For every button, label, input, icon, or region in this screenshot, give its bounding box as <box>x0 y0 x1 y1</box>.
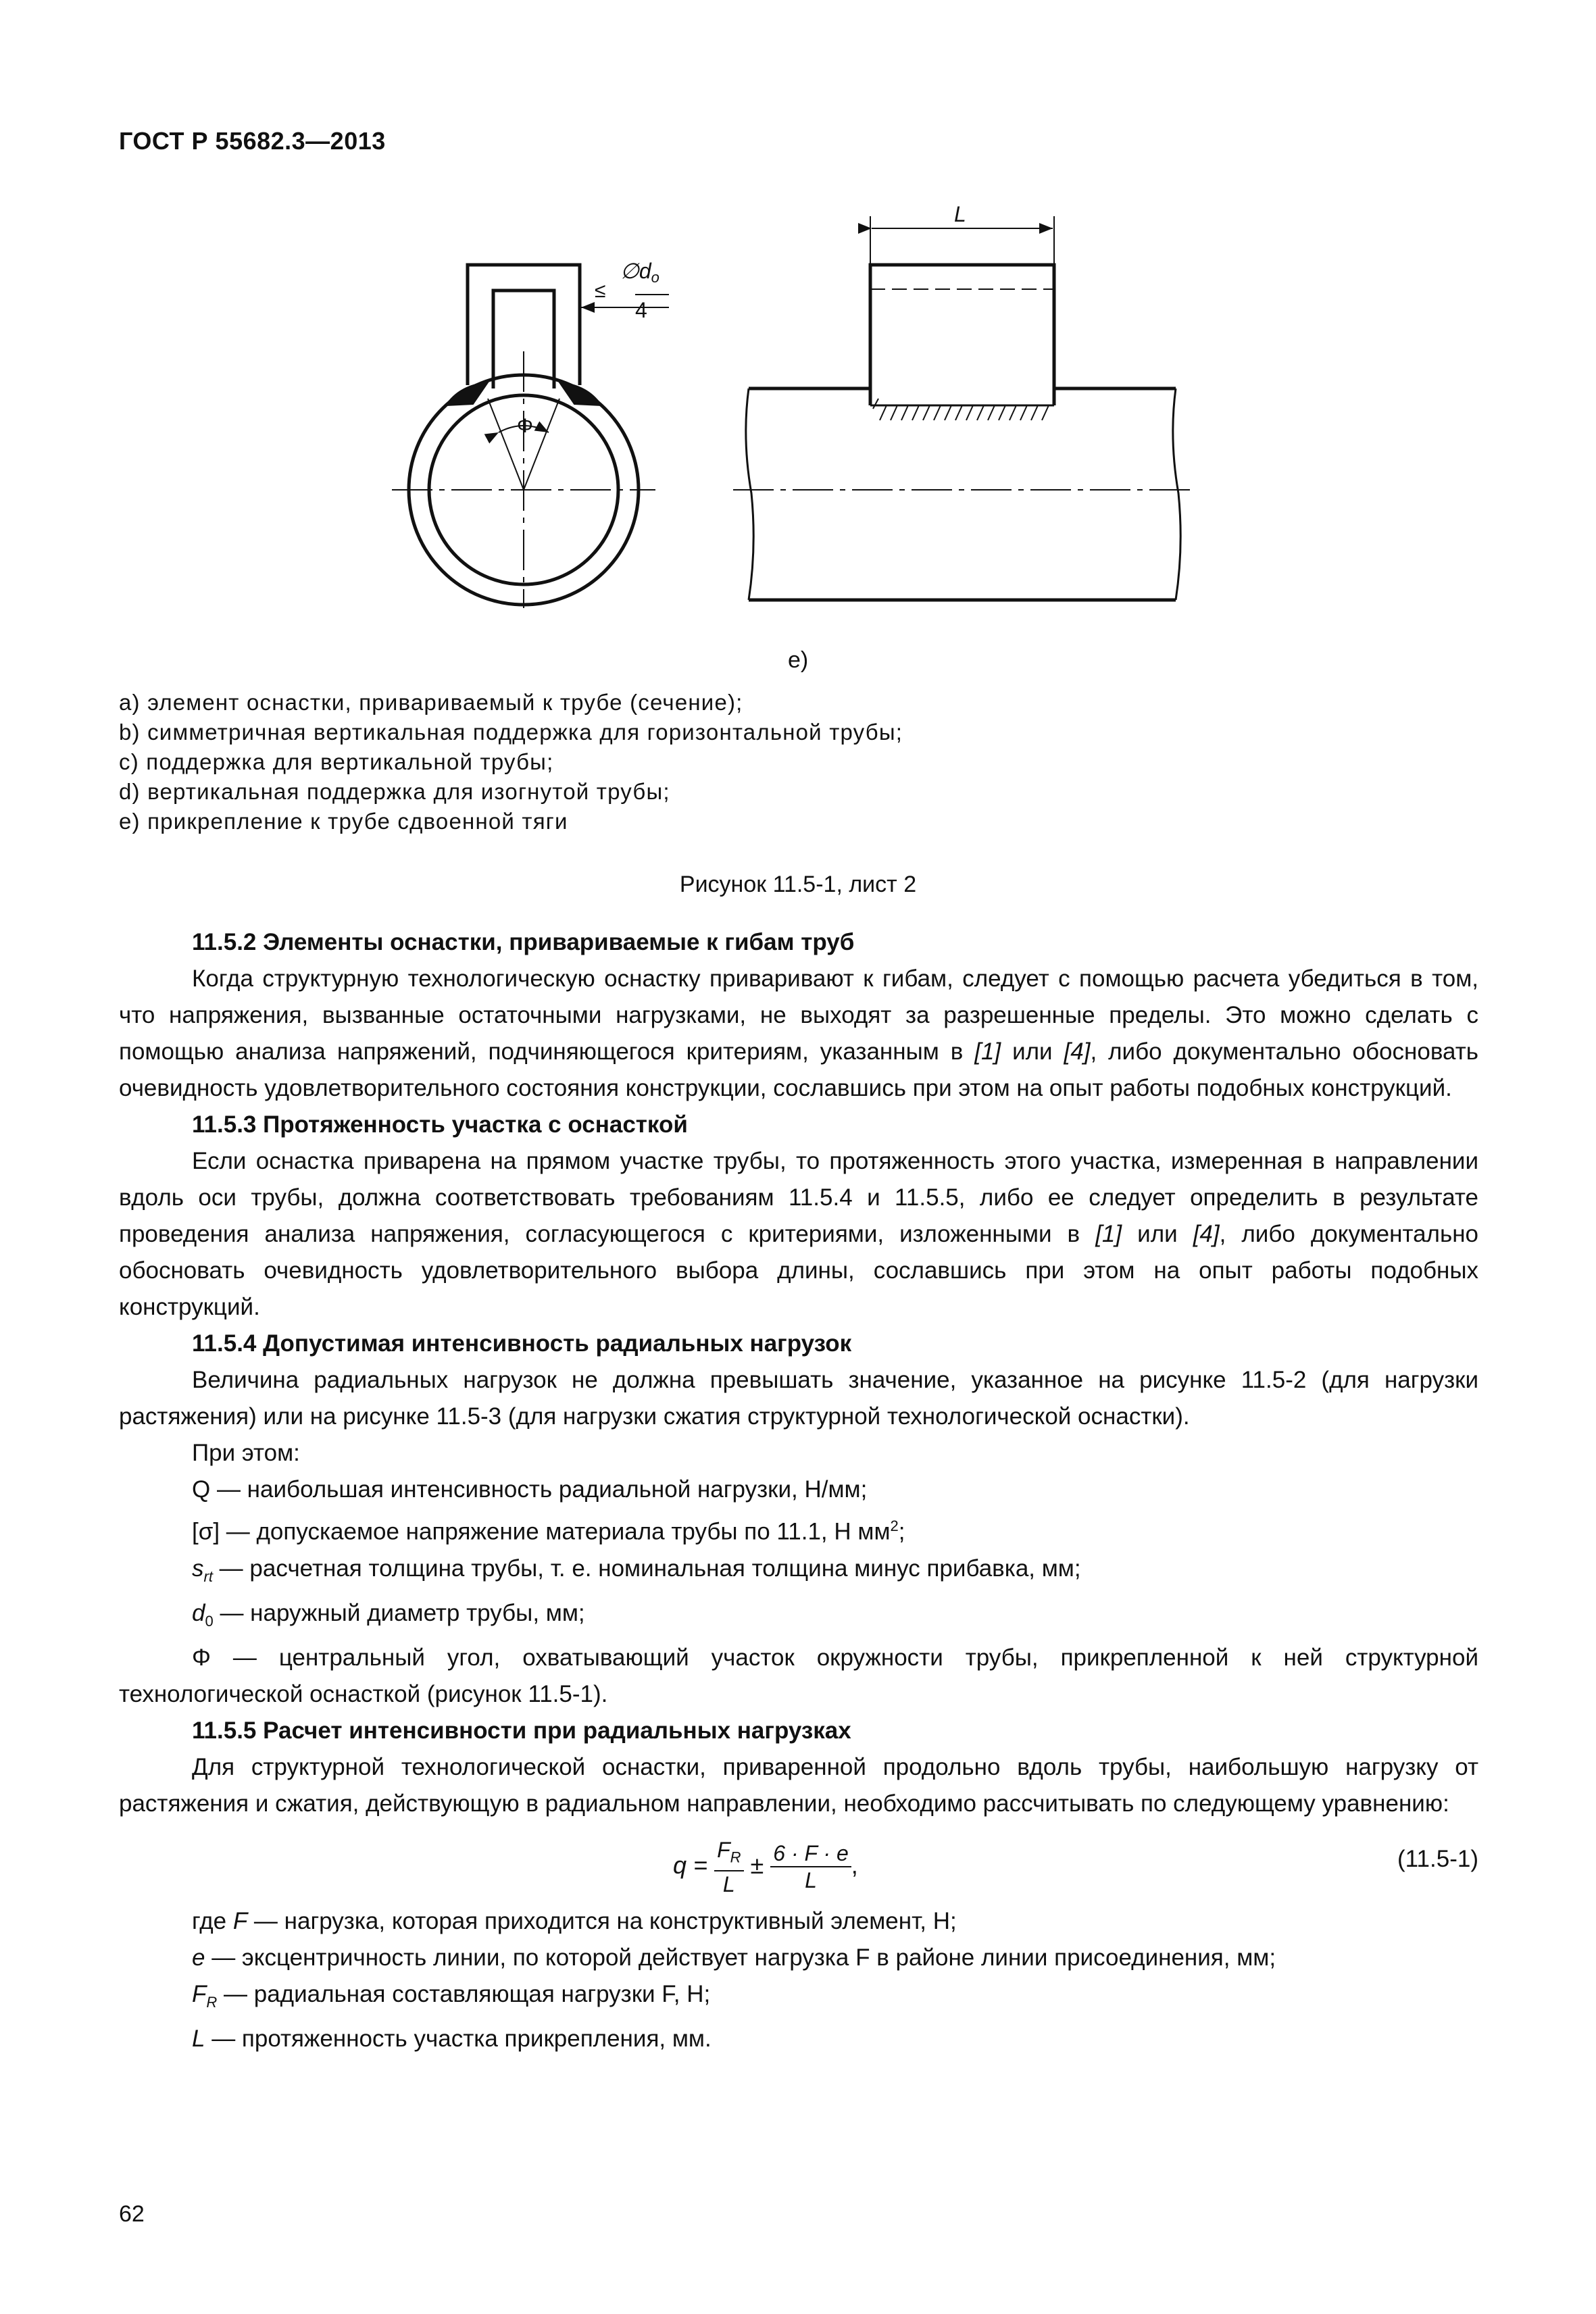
def-phi: Φ — центральный угол, охватывающий участок окружности трубы, прикрепленной к ней структурной технологической оснасткой (рисунок 11.5-1). <box>119 1644 1478 1707</box>
fraction-6fe-over-l: $\frac{6 \cdot F \cdot e}{L}$ <box>770 1840 851 1893</box>
def-d0: $d_0$ — наружный диаметр трубы, мм; <box>192 1599 585 1630</box>
pipe-side-view <box>733 216 1196 600</box>
figure-title: Рисунок 11.5-1, лист 2 <box>679 872 917 897</box>
formula-number: (11.5-1) <box>1397 1845 1478 1872</box>
heading-11-5-3: 11.5.3 Протяженность участка с оснасткой <box>192 1111 688 1138</box>
paragraph-11-5-3: Если оснастка приварена на прямом участке трубы, то протяженность этого участка, измеренная в направлении вдоль оси трубы, должна соответствовать требованиям 11.5.4 и 11.5.5, либо ее следует определить в результате проведения анализа напряжения, согласующегося с критериями, изложенными в [1] или [4], либо документально обосновать очевидность удовлетворительного выбора длины, сославшись при этом на опыт работы подобных конструкций. <box>119 1148 1478 1320</box>
ref-1: [1] <box>1095 1221 1122 1247</box>
paragraph-11-5-2: Когда структурную технологическую оснастку приваривают к гибам, следует с помощью расчета убедиться в том, что напряжения, вызванные остаточными нагрузками, не выходят за разрешенные пределы. Это можно сделать с помощью анализа напряжений, подчиняющегося критериям, указанным в [1] или [4], либо документально обосновать очевидность удовлетворительного состояния конструкции, сославшись при этом на опыт работы подобных конструкций. <box>119 965 1478 1101</box>
dim-do-label: ∅do <box>620 259 659 286</box>
heading-11-5-2: 11.5.2 Элементы оснастки, привариваемые к гибам труб <box>192 929 855 955</box>
heading-11-5-4: 11.5.4 Допустимая интенсивность радиальных нагрузок <box>192 1330 852 1357</box>
ref-4: [4] <box>1064 1038 1091 1065</box>
heading-11-5-5: 11.5.5 Расчет интенсивности при радиальных нагрузках <box>192 1717 851 1744</box>
caption-e: е) прикрепление к трубе сдвоенной тяги <box>119 809 568 834</box>
dim-four-label: 4 <box>635 298 647 322</box>
document-body <box>119 924 1478 2057</box>
definitions-intro: При этом: <box>192 1440 300 1466</box>
document-header: ГОСТ Р 55682.3—2013 <box>119 127 386 155</box>
ref-4: [4] <box>1193 1221 1220 1247</box>
where-F: где F — нагрузка, которая приходится на конструктивный элемент, Н; <box>192 1907 957 1934</box>
figure-captions <box>119 688 903 836</box>
def-sigma: [σ] — допускаемое напряжение материала трубы по 11.1, Н $мм^2$; <box>192 1517 905 1545</box>
panel-label: е) <box>788 647 809 673</box>
def-srt: $s_{rt}$ — расчетная толщина трубы, т. е. номинальная толщина минус прибавка, мм; <box>192 1555 1081 1585</box>
angle-phi-label: Φ <box>517 415 533 437</box>
dim-L-label: L <box>954 202 966 226</box>
def-q: Q — наибольшая интенсивность радиальной нагрузки, Н/мм; <box>192 1476 868 1503</box>
caption-b: b) симметричная вертикальная поддержка для горизонтальной трубы; <box>119 720 903 745</box>
paragraph-11-5-5: Для структурной технологической оснастки, приваренной продольно вдоль трубы, наибольшую нагрузку от растяжения и сжатия, действующую в радиальном направлении, необходимо рассчитывать по следующему уравнению: <box>119 1753 1478 1817</box>
formula-11-5-1 <box>119 1822 1478 1903</box>
caption-a: a) элемент оснастки, привариваемый к трубе (сечение); <box>119 690 743 715</box>
figure-drawing <box>0 0 1596 649</box>
dim-le-symbol: ≤ <box>595 280 606 302</box>
caption-d: d) вертикальная поддержка для изогнутой трубы; <box>119 779 670 804</box>
where-e: е — эксцентричность линии, по которой действует нагрузка F в районе линии присоединения, мм; <box>192 1944 1276 1971</box>
fraction-fr-over-l: $\frac{F_R}{L}$ <box>714 1837 743 1897</box>
page-number: 62 <box>119 2201 145 2227</box>
where-L: L — протяженность участка прикрепления, мм. <box>192 2025 712 2052</box>
paragraph-11-5-4: Величина радиальных нагрузок не должна превышать значение, указанное на рисунке 11.5-2 (для нагрузки растяжения) или на рисунке 11.5-3 (для нагрузки сжатия структурной технологической оснастки). <box>119 1367 1478 1430</box>
formula-expression: q = $\frac{F_R}{L}$ ± $\frac{6 \cdot F \cdot e}{L}$ , <box>673 1837 858 1897</box>
where-FR: $F_R$ — радиальная составляющая нагрузки F, Н; <box>192 1980 711 2011</box>
ref-1: [1] <box>974 1038 1001 1065</box>
caption-c: c) поддержка для вертикальной трубы; <box>119 749 554 774</box>
